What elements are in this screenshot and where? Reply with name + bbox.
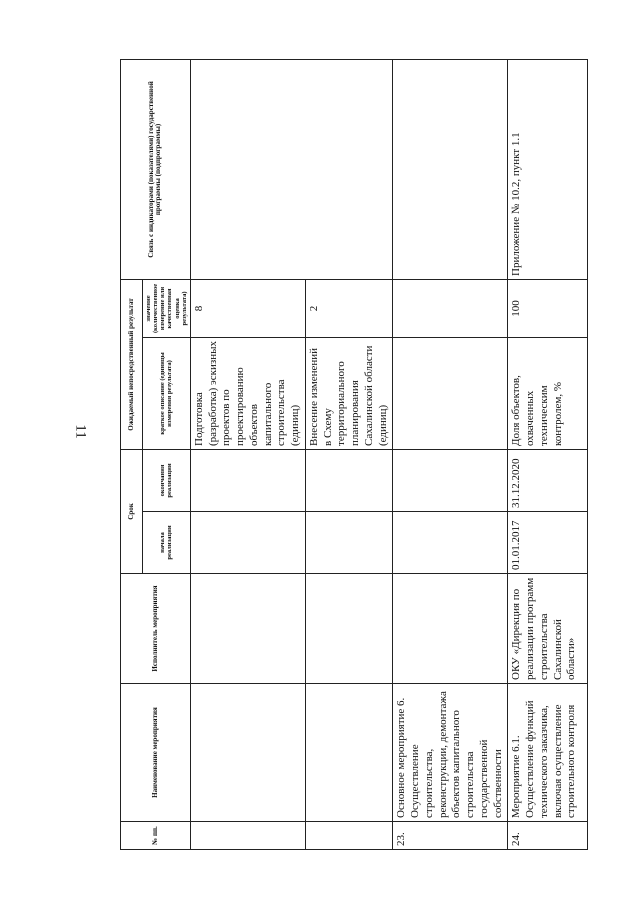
header-period-end: окончания реализации	[143, 449, 191, 511]
header-period: Срок	[121, 449, 143, 573]
cell-end	[393, 449, 508, 511]
cell-num	[305, 822, 393, 850]
cell-desc: Внесение изменений в Схему территориального планирования Сахалинской области (единиц)	[305, 337, 393, 449]
cell-executor	[393, 574, 508, 684]
cell-value	[393, 279, 508, 337]
cell-value: 100	[508, 279, 588, 337]
cell-value: 8	[190, 279, 305, 337]
cell-value: 2	[305, 279, 393, 337]
rotated-table-container	[120, 60, 578, 850]
cell-link	[190, 59, 393, 279]
cell-start	[190, 512, 305, 574]
table-row	[393, 59, 508, 849]
cell-num: 24.	[508, 822, 588, 850]
cell-num	[190, 822, 305, 850]
cell-start: 01.01.2017	[508, 512, 588, 574]
header-result-desc: краткое описание (единицы измерения результата)	[143, 337, 191, 449]
activities-table	[120, 59, 588, 850]
cell-name: Основное мероприятие 6. Осуществление строительства, реконструкции, демонтажа объектов капитального строительства государственной собственности	[393, 684, 508, 822]
cell-end	[190, 449, 305, 511]
cell-start	[305, 512, 393, 574]
cell-link	[393, 59, 508, 279]
table-row	[190, 59, 305, 849]
header-period-start: начала реализации	[143, 512, 191, 574]
header-result: Ожидаемый непосредственный результат	[121, 279, 143, 449]
page-number: 11	[72, 424, 89, 439]
cell-end: 31.12.2020	[508, 449, 588, 511]
header-num: № пп.	[121, 822, 191, 850]
cell-link: Приложение № 10.2, пункт 1.1	[508, 59, 588, 279]
cell-name: Мероприятие 6.1. Осуществление функций технического заказчика, включая осуществление строительного контроля	[508, 684, 588, 822]
header-result-value: значение (количественное измерение или качественная оценка результата)	[143, 279, 191, 337]
header-name: Наименование мероприятия	[121, 684, 191, 822]
header-executor: Исполнитель мероприятия	[121, 574, 191, 684]
cell-desc	[393, 337, 508, 449]
table-row	[508, 59, 588, 849]
cell-num: 23.	[393, 822, 508, 850]
cell-executor	[190, 574, 305, 684]
cell-desc: Подготовка (разработка) эскизных проектов по проектированию объектов капитального строительства (единиц)	[190, 337, 305, 449]
cell-end	[305, 449, 393, 511]
cell-name	[190, 684, 305, 822]
cell-start	[393, 512, 508, 574]
cell-executor	[305, 574, 393, 684]
cell-desc: Доля объектов, охваченных техническим контролем, %	[508, 337, 588, 449]
cell-executor: ОКУ «Дирекция по реализации программ строительства Сахалинской области»	[508, 574, 588, 684]
header-link: Связь с индикаторами (показателями) государственной программы (подпрограммы)	[121, 59, 191, 279]
cell-name	[305, 684, 393, 822]
